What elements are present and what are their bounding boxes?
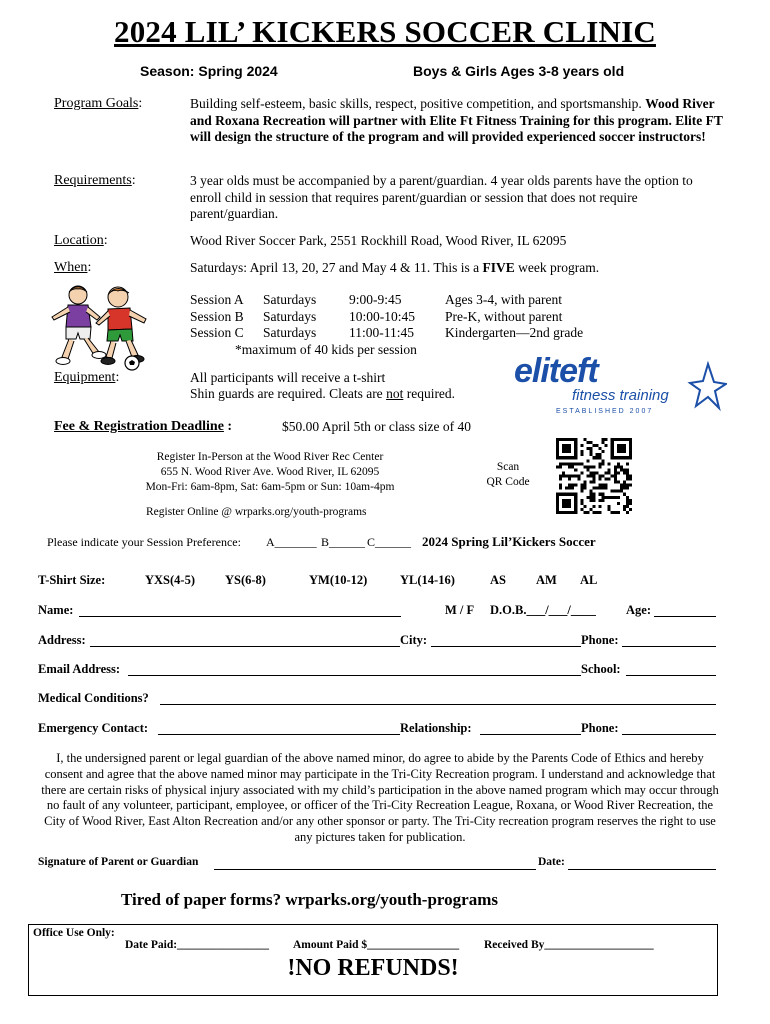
program-goals-text	[190, 96, 730, 146]
city-field[interactable]	[431, 633, 581, 647]
address-label: Address:	[38, 633, 86, 647]
register-line-1: Register In-Person at the Wood River Rec Center	[156, 451, 384, 463]
fee-text: $50.00 April 5th or class size of 40	[282, 419, 471, 434]
phone2-field[interactable]	[622, 721, 716, 735]
phone2-label: Phone:	[581, 721, 619, 735]
eliteft-logo	[512, 352, 727, 422]
fee-label: Fee & Registration Deadline :	[54, 419, 233, 434]
paper-forms-promo: Tired of paper forms? wrparks.org/youth-programs	[121, 890, 498, 909]
kids-soccer-illustration	[36, 283, 161, 371]
tshirt-label: T-Shirt Size:	[38, 573, 106, 587]
location-label: Location:	[54, 233, 108, 248]
when-text: Saturdays: April 13, 20, 27 and May 4 & 11. This is a FIVE week program.	[190, 260, 600, 275]
medical-label: Medical Conditions?	[38, 691, 149, 705]
tshirt-size-option[interactable]: AL	[580, 573, 598, 587]
signature-date-field[interactable]	[568, 856, 716, 870]
register-line-2: 655 N. Wood River Ave. Wood River, IL 62095	[160, 466, 380, 478]
logo-tagline: fitness training	[572, 387, 669, 404]
equipment-line2: Shin guards are required. Cleats are not required.	[190, 386, 456, 401]
city-label: City:	[400, 633, 428, 647]
qr-code[interactable]	[556, 438, 632, 514]
signature-field[interactable]	[214, 856, 536, 870]
tshirt-size-option[interactable]: YL(14-16)	[400, 573, 455, 587]
session-row: Session A Saturdays 9:00-9:45 Ages 3-4, with parent	[190, 292, 562, 307]
program-name: 2024 Spring Lil’Kickers Soccer	[422, 534, 596, 549]
relationship-field[interactable]	[480, 721, 581, 735]
date-paid-field[interactable]: Date Paid:________________	[125, 939, 270, 951]
waiver-text: I, the undersigned parent or legal guardian of the above named minor, do agree to abide by the Parents Code of Ethics and hereby consent and agree that the above named minor may participate in the Tri-City Recreation program. I understand and acknowledge that there are certain risks of physical injury associated with my child’s participation in the above named program which may occur through no fault of any volunteer, participant, employee, or officer of the Tri-City Recreation League, Roxana, or Wood River Recreation, the City of Wood River, East Alton Recreation and/or any other sponsor or party. The Tri-City recreation program reserves the right to use any pictures taken for publication.	[41, 751, 719, 844]
office-use-label: Office Use Only:	[33, 927, 115, 939]
phone-field[interactable]	[622, 633, 716, 647]
register-line-3: Mon-Fri: 6am-8pm, Sat: 6am-5pm or Sun: 10am-4pm	[145, 481, 395, 493]
name-field[interactable]	[79, 603, 401, 617]
tshirt-size-option[interactable]: YS(6-8)	[225, 573, 266, 587]
season-text: Season: Spring 2024	[140, 63, 278, 79]
dob-field[interactable]: D.O.B.___/___/____	[490, 603, 596, 617]
logo-established: ESTABLISHED 2007	[556, 408, 654, 415]
tshirt-size-option[interactable]: YXS(4-5)	[145, 573, 195, 587]
name-label: Name:	[38, 603, 74, 617]
ages-text: Boys & Girls Ages 3-8 years old	[413, 63, 625, 79]
medical-field[interactable]	[160, 691, 716, 705]
school-label: School:	[581, 662, 621, 676]
max-kids-note: *maximum of 40 kids per session	[235, 342, 417, 357]
age-label: Age:	[626, 603, 651, 617]
tshirt-size-option[interactable]: AS	[490, 573, 506, 587]
when-label: When:	[54, 260, 92, 275]
office-use-box	[28, 924, 718, 996]
session-row: Session B Saturdays 10:00-10:45 Pre-K, without parent	[190, 308, 563, 324]
signature-date-label: Date:	[538, 856, 565, 868]
tshirt-size-option[interactable]: AM	[536, 573, 557, 587]
tshirt-size-option[interactable]: YM(10-12)	[309, 573, 368, 587]
sessions-table	[190, 292, 583, 342]
gender-options[interactable]: M / F	[445, 603, 475, 617]
preference-c[interactable]: C______	[367, 535, 412, 549]
requirements-label: Requirements:	[54, 173, 136, 188]
school-field[interactable]	[626, 662, 716, 676]
location-text: Wood River Soccer Park, 2551 Rockhill Road, Wood River, IL 62095	[190, 233, 567, 248]
relationship-label: Relationship:	[400, 721, 472, 735]
program-goals-bold: Wood River and Roxana Recreation will partner with Elite Ft Fitness Training for this program. Elite FT will design the structure of the program and will provided experienced soccer instructors!	[190, 96, 723, 144]
email-field[interactable]	[128, 662, 581, 676]
session-row: Session C Saturdays 11:00-11:45 Kindergarten—2nd grade	[190, 325, 584, 340]
emergency-field[interactable]	[158, 721, 400, 735]
equipment-label: Equipment:	[54, 370, 120, 385]
program-goals-regular: Building self-esteem, basic skills, respect, positive competition, and sportsmanship.	[190, 96, 642, 111]
session-preference-text: Please indicate your Session Preference:	[47, 535, 241, 549]
no-refunds-notice: !NO REFUNDS!	[287, 955, 459, 981]
preference-a[interactable]: A_______	[266, 535, 317, 549]
page-title: 2024 LIL’ KICKERS SOCCER CLINIC	[114, 14, 656, 49]
register-online[interactable]: Register Online @ wrparks.org/youth-programs	[146, 506, 367, 518]
program-goals-label: Program Goals:	[54, 96, 143, 111]
logo-brand: eliteft	[514, 352, 598, 390]
requirements-text: 3 year olds must be accompanied by a parent/guardian. 4 year olds parents have the option to enroll child in session that requires parent/guardian or session that does not require parent/guardian.	[190, 173, 693, 221]
email-label: Email Address:	[38, 662, 121, 676]
scan-qr-text: Scan QR Code	[486, 461, 530, 488]
emergency-label: Emergency Contact:	[38, 721, 149, 735]
signature-label: Signature of Parent or Guardian	[38, 856, 199, 868]
received-by-field[interactable]: Received By___________________	[484, 939, 654, 951]
age-field[interactable]	[654, 603, 716, 617]
amount-paid-field[interactable]: Amount Paid $________________	[293, 939, 460, 951]
register-in-person	[120, 450, 420, 495]
equipment-line1: All participants will receive a t-shirt	[190, 370, 386, 385]
address-field[interactable]	[90, 633, 400, 647]
preference-b[interactable]: B______	[321, 535, 366, 549]
phone-label: Phone:	[581, 633, 619, 647]
